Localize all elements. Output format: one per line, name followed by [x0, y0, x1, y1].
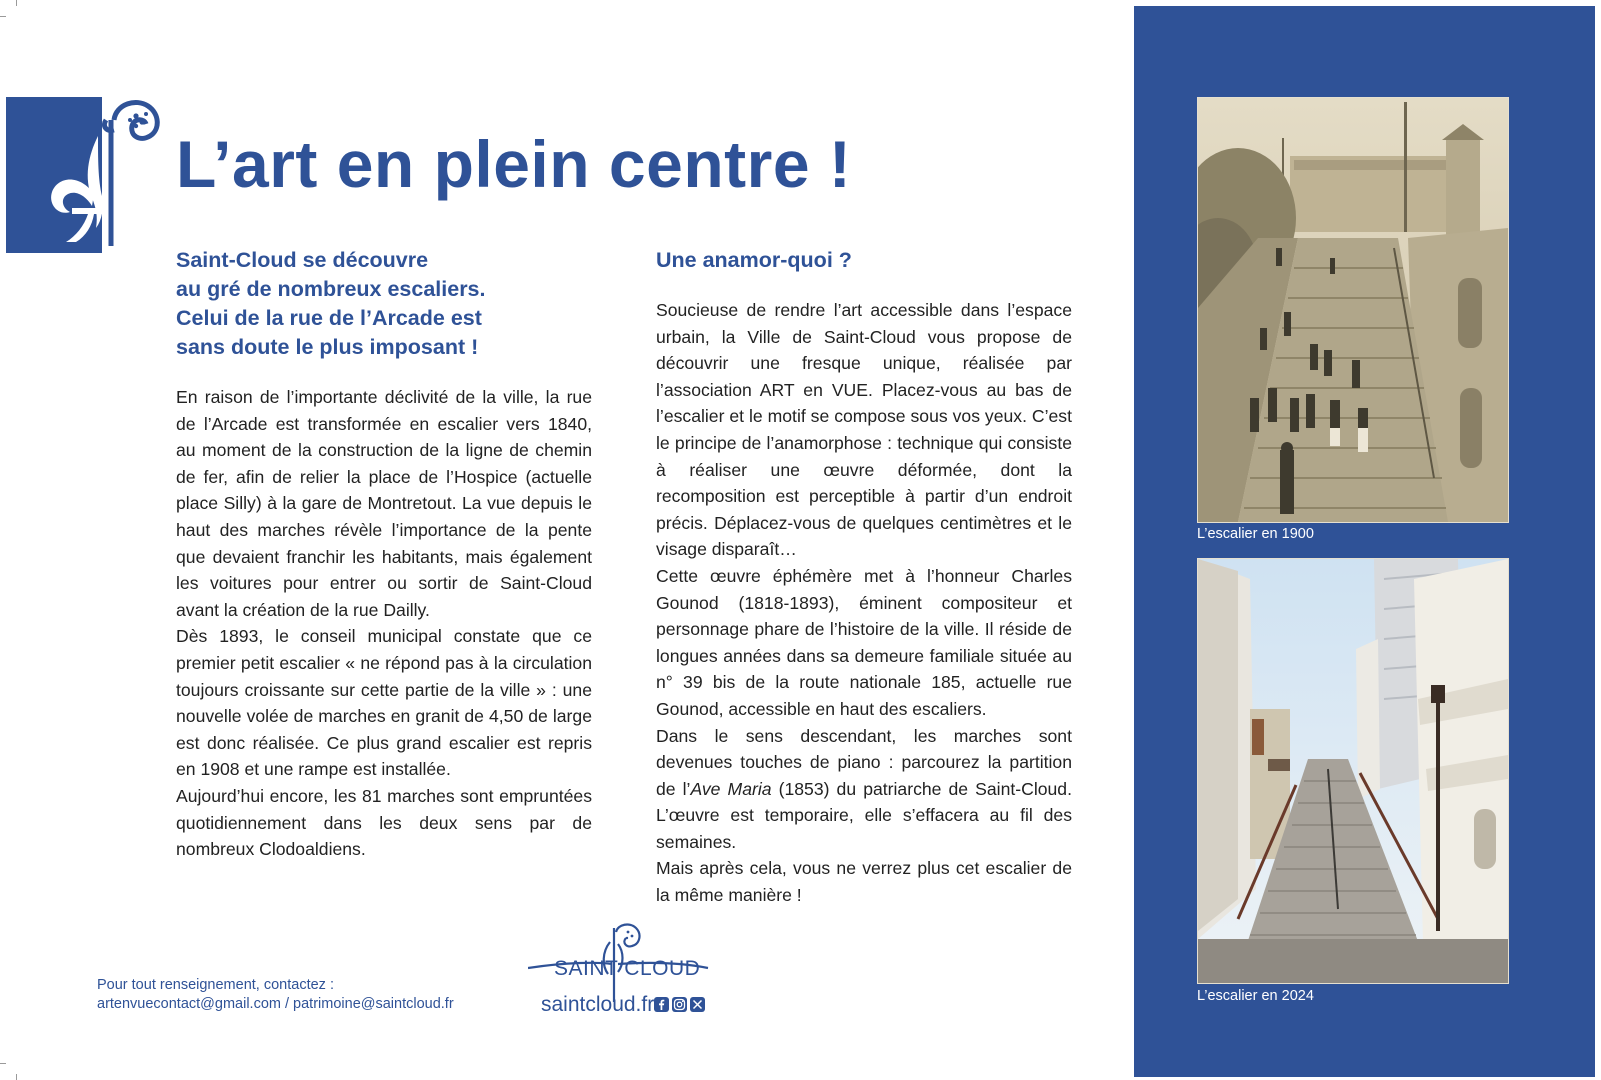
crop-mark	[16, 1074, 17, 1080]
crop-mark	[0, 16, 6, 17]
brand-wordmark: SAINT CLOUD	[554, 957, 701, 980]
page-title: L’art en plein centre !	[176, 127, 852, 201]
text-run: (1853) du patriarche de Saint-Cloud. L’œuvre est temporaire, elle s’effacera au fil des semaines.	[656, 778, 1072, 852]
lead-line: sans doute le plus imposant !	[176, 335, 479, 359]
body-paragraph: Cette œuvre éphémère met à l’honneur Charles Gounod (1818-1893), éminent compositeur et personnage phare de l’histoire de la ville. Il réside de longues années dans sa demeure familiale située au n° 39 bis de la route nationale 185, actuelle rue Gounod, accessible en haut des escaliers.	[656, 565, 1072, 719]
crop-mark	[0, 1063, 6, 1064]
fleur-de-lis-logo-icon	[36, 96, 166, 256]
body-paragraph: Soucieuse de rendre l’art accessible dans l’espace urbain, la Ville de Saint-Cloud vous propose de découvrir une fresque unique, réalisée par l’association ART en VUE. Placez-vous au bas de l’escalier et le motif se compose sous vos yeux. C’est le principe de l’anamorphose : technique qui consiste à réaliser une œuvre déformée, dont la recomposition est perceptible à partir d’un endroit précis. Déplacez-vous de quelques centimètres et le visage disparaît…	[656, 300, 1072, 560]
lead-paragraph	[176, 246, 592, 362]
lead-line: Celui de la rue de l’Arcade est	[176, 306, 482, 330]
instagram-icon[interactable]	[672, 997, 687, 1012]
lead-line: au gré de nombreux escaliers.	[176, 277, 486, 301]
photo-staircase-2024	[1197, 558, 1509, 984]
contact-info	[97, 976, 454, 1014]
text-run: Dans le sens descendant, les marches sont devenues touches de piano : parcourez la partition de l’	[656, 725, 1072, 799]
middle-column	[656, 246, 1072, 909]
x-icon[interactable]	[690, 997, 705, 1012]
facebook-icon[interactable]	[654, 997, 669, 1012]
crop-mark	[16, 0, 17, 6]
section-heading: Une anamor-quoi ?	[656, 248, 852, 272]
lead-line: Saint-Cloud se découvre	[176, 248, 429, 272]
body-paragraph: Aujourd’hui encore, les 81 marches sont empruntées quotidiennement dans les deux sens par de nombreux Clodoaldiens.	[176, 785, 592, 860]
modern-photo-image	[1198, 559, 1508, 983]
body-paragraph: Mais après cela, vous ne verrez plus cet escalier de la même manière !	[656, 858, 1072, 906]
photo-staircase-1900	[1197, 97, 1509, 523]
body-paragraph: Dès 1893, le conseil municipal constate que ce premier petit escalier « ne répond pas à la circulation toujours croissante sur cette partie de la ville » : une nouvelle volée de marches en granit de 4,50 de large est donc réalisée. Ce plus grand escalier est repris en 1908 et une rampe est installée.	[176, 626, 592, 780]
site-url[interactable]: saintcloud.fr	[541, 993, 655, 1016]
vintage-photo-image	[1198, 98, 1508, 522]
photo-caption-2024: L’escalier en 2024	[1197, 988, 1314, 1004]
body-paragraph	[656, 723, 1072, 856]
work-title: Ave Maria	[690, 778, 772, 799]
contact-emails[interactable]: artenvuecontact@gmail.com / patrimoine@saintcloud.fr	[97, 996, 454, 1012]
photo-caption-1900: L’escalier en 1900	[1197, 526, 1314, 542]
contact-label: Pour tout renseignement, contactez :	[97, 977, 334, 993]
left-column	[176, 246, 592, 863]
body-paragraph: En raison de l’importante déclivité de la ville, la rue de l’Arcade est transformée en escalier vers 1840, au moment de la construction de la ligne de chemin de fer, afin de relier la place de l’Hospice (actuelle place Silly) à la gare de Montretout. La vue depuis le haut des marches révèle l’importance de la pente que devaient franchir les habitants, mais également les voitures pour entrer ou sortir de Saint-Cloud avant la création de la rue Dailly.	[176, 387, 592, 620]
